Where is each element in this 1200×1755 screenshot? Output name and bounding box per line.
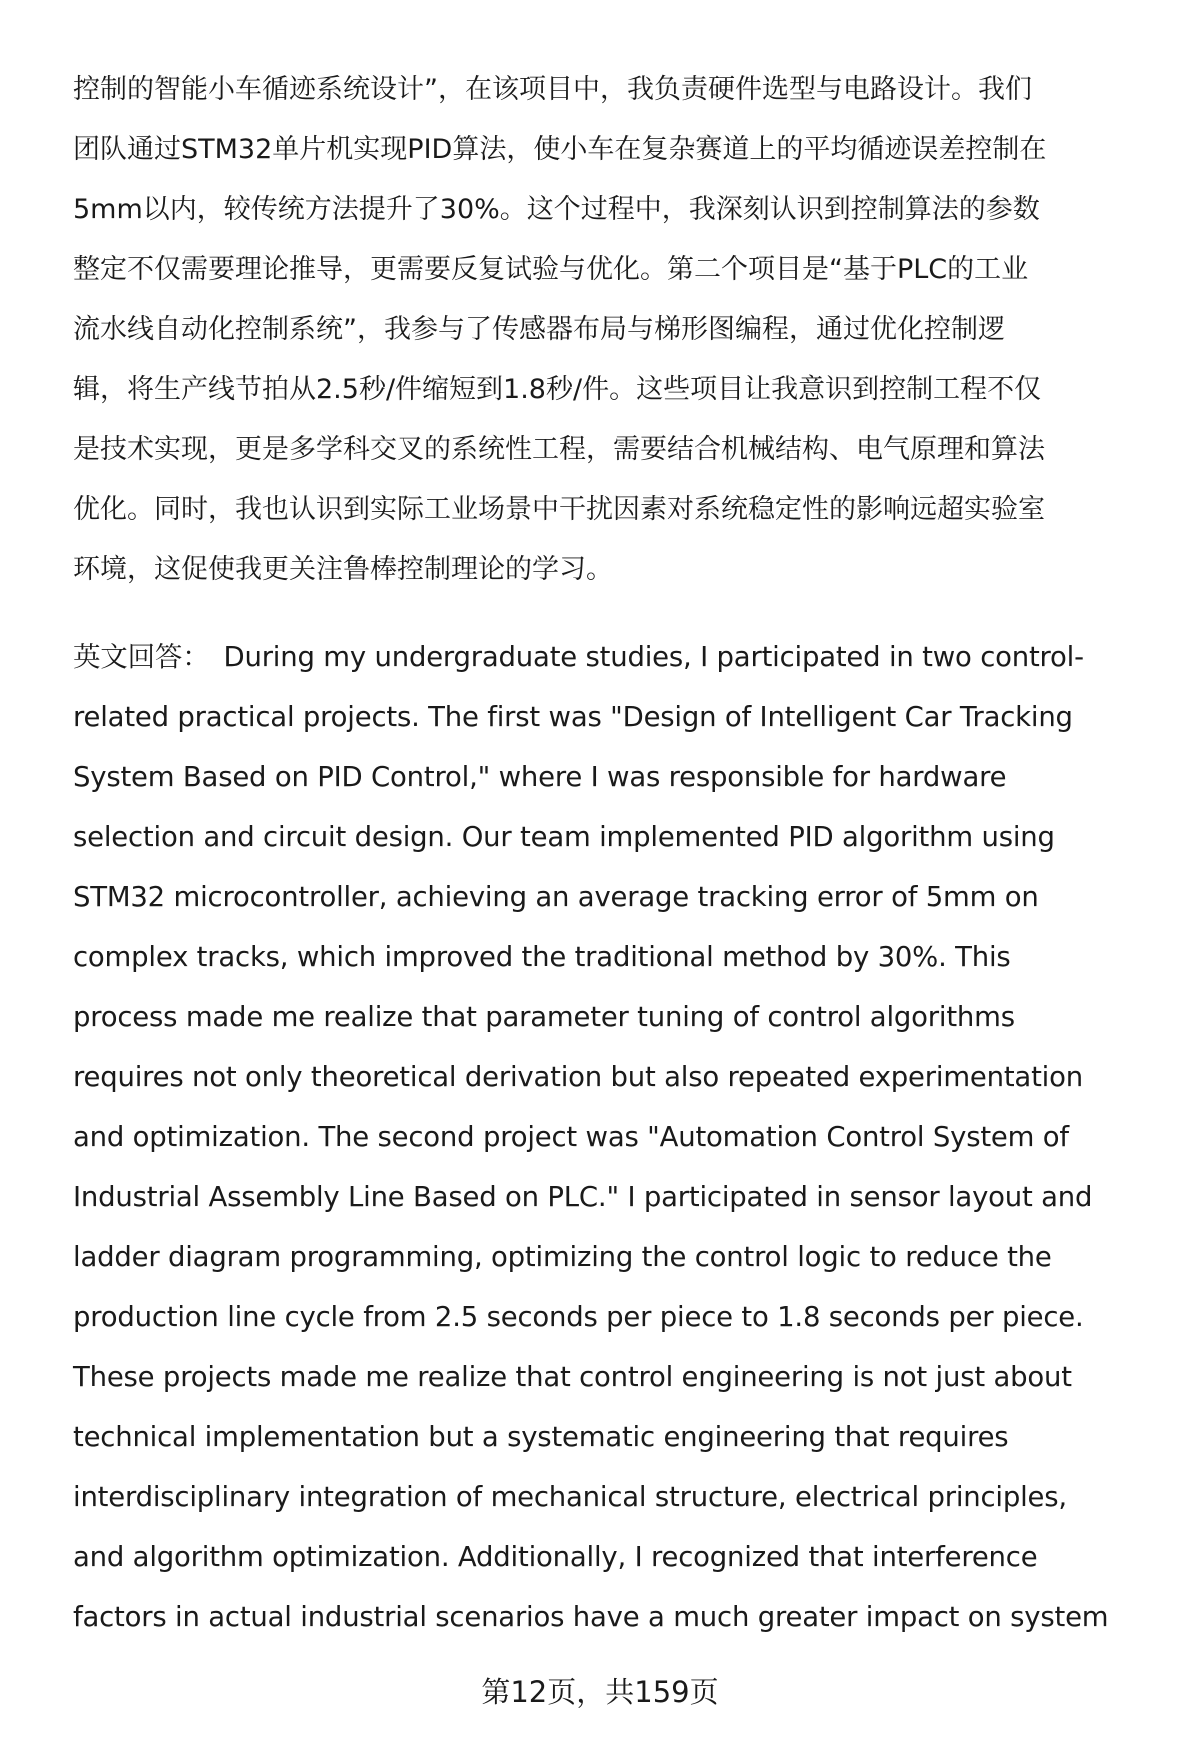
text-line-content: During my undergraduate studies, I participated in two control- bbox=[223, 641, 1084, 673]
text-line: related practical projects. The first was "Design of Intelligent Car Tracking bbox=[73, 701, 1073, 733]
text-line: requires not only theoretical derivation but also repeated experimentation bbox=[73, 1061, 1083, 1093]
chinese-answer-paragraph bbox=[73, 60, 1153, 600]
text-line: production line cycle from 2.5 seconds per piece to 1.8 seconds per piece. bbox=[73, 1301, 1084, 1333]
text-line: technical implementation but a systematic engineering that requires bbox=[73, 1421, 1009, 1453]
text-line: 是技术实现，更是多学科交叉的系统性工程，需要结合机械结构、电气原理和算法 bbox=[73, 434, 1045, 465]
text-line: These projects made me realize that control engineering is not just about bbox=[73, 1361, 1072, 1393]
page-number: 第12页，共159页 bbox=[481, 1675, 719, 1709]
text-line: 优化。同时，我也认识到实际工业场景中干扰因素对系统稳定性的影响远超实验室 bbox=[73, 494, 1045, 525]
text-line: 整定不仅需要理论推导，更需要反复试验与优化。第二个项目是“基于PLC的工业 bbox=[73, 254, 1029, 285]
text-line: 辑，将生产线节拍从2.5秒/件缩短到1.8秒/件。这些项目让我意识到控制工程不仅 bbox=[73, 374, 1042, 405]
text-line: complex tracks, which improved the traditional method by 30%. This bbox=[73, 941, 1011, 973]
text-line: and algorithm optimization. Additionally, I recognized that interference bbox=[73, 1541, 1038, 1573]
text-line: and optimization. The second project was "Automation Control System of bbox=[73, 1121, 1069, 1153]
text-line: Industrial Assembly Line Based on PLC." I participated in sensor layout and bbox=[73, 1181, 1093, 1213]
text-line: 5mm以内，较传统方法提升了30%。这个过程中，我深刻认识到控制算法的参数 bbox=[73, 194, 1040, 225]
text-line: 控制的智能小车循迹系统设计”，在该项目中，我负责硬件选型与电路设计。我们 bbox=[73, 74, 1032, 105]
text-line: System Based on PID Control," where I was responsible for hardware bbox=[73, 761, 1007, 793]
text-line: process made me realize that parameter tuning of control algorithms bbox=[73, 1001, 1015, 1033]
text-line: ladder diagram programming, optimizing the control logic to reduce the bbox=[73, 1241, 1052, 1273]
text-line: STM32 microcontroller, achieving an average tracking error of 5mm on bbox=[73, 881, 1039, 913]
text-line: interdisciplinary integration of mechanical structure, electrical principles, bbox=[73, 1481, 1067, 1513]
text-line: 团队通过STM32单片机实现PID算法，使小车在复杂赛道上的平均循迹误差控制在 bbox=[73, 134, 1047, 165]
text-line: 流水线自动化控制系统”，我参与了传感器布局与梯形图编程，通过优化控制逻 bbox=[73, 314, 1005, 345]
answer-label: 英文回答： bbox=[73, 641, 210, 673]
text-line bbox=[73, 627, 1153, 687]
text-line: selection and circuit design. Our team implemented PID algorithm using bbox=[73, 821, 1055, 853]
english-answer-paragraph bbox=[73, 627, 1153, 1647]
text-line: 环境，这促使我更关注鲁棒控制理论的学习。 bbox=[73, 554, 613, 585]
text-line: factors in actual industrial scenarios have a much greater impact on system bbox=[73, 1601, 1109, 1633]
